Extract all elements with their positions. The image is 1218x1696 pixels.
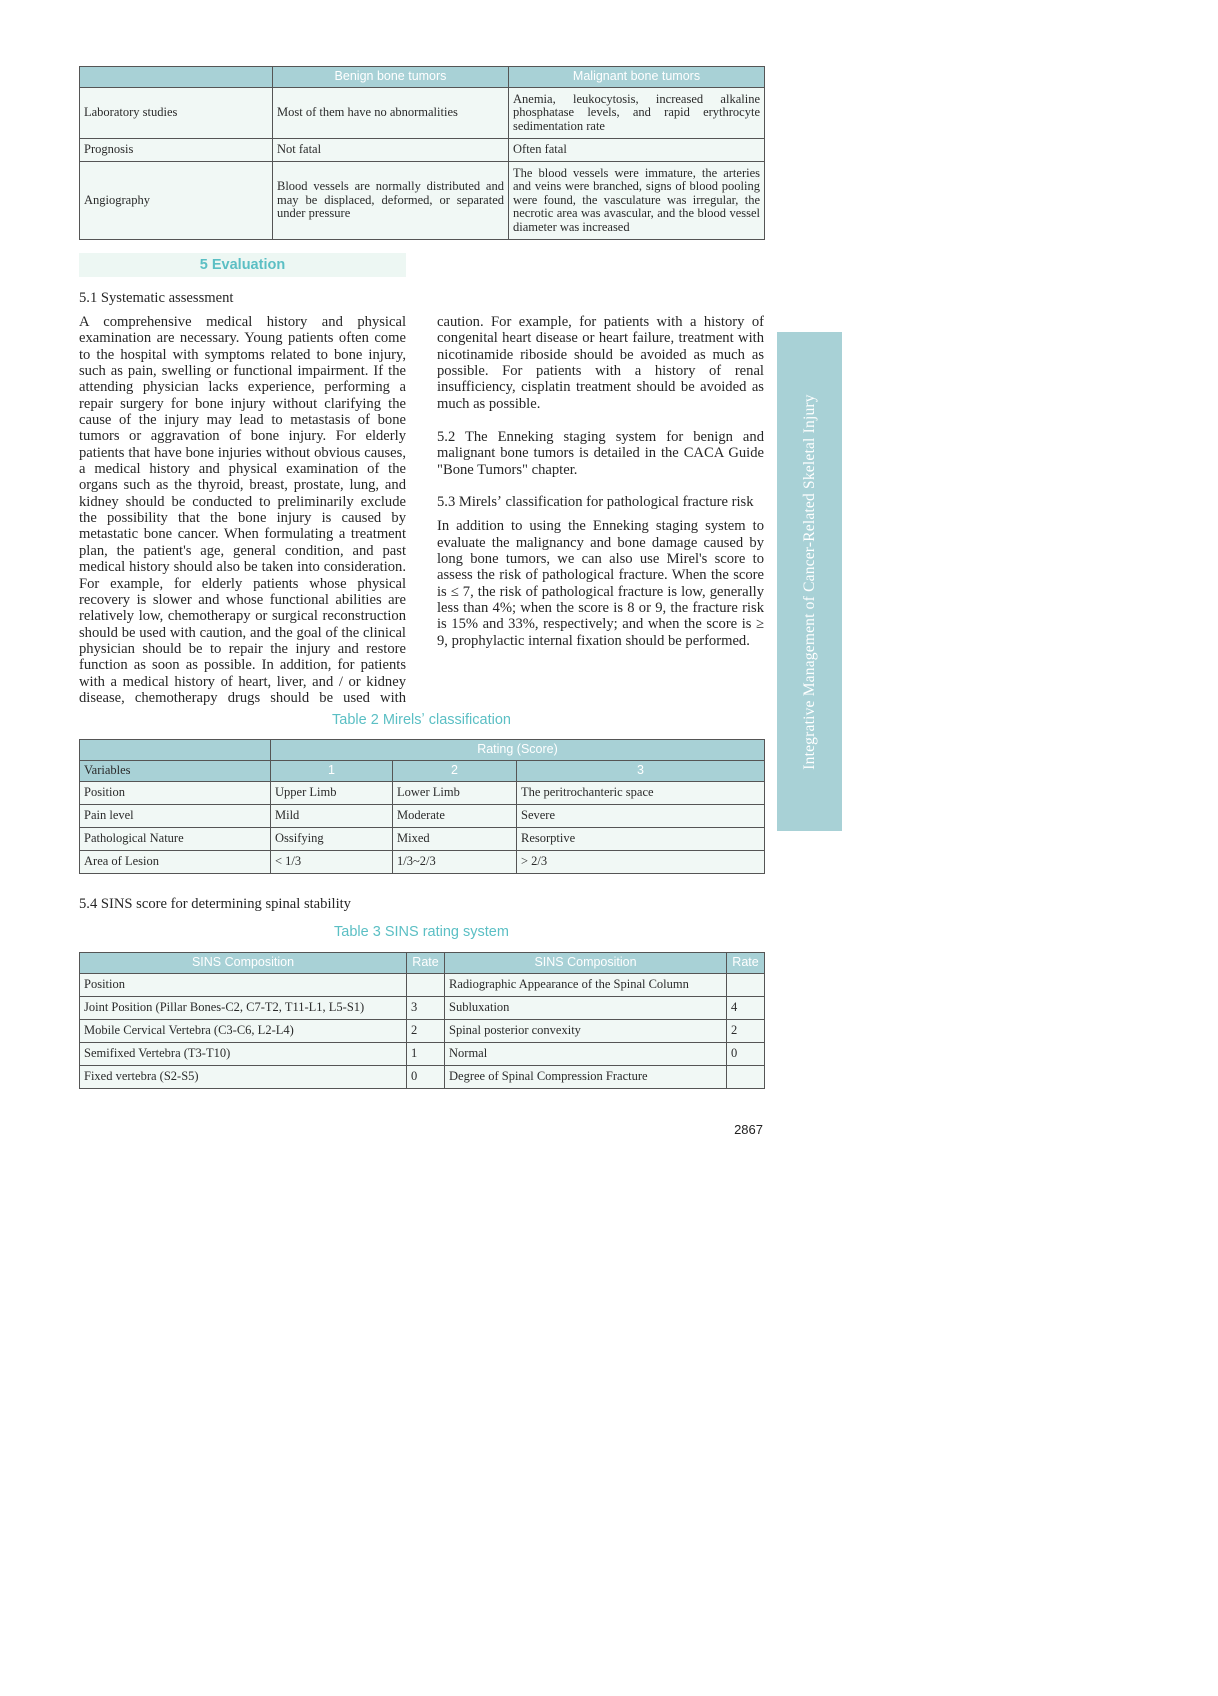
table-row	[80, 851, 765, 874]
composition-cell: Semifixed Vertebra (T3-T10)	[80, 1043, 407, 1066]
left-column	[79, 290, 406, 306]
benign-cell: Not fatal	[273, 139, 509, 162]
composition-cell: Subluxation	[445, 997, 727, 1020]
table-header-benign: Benign bone tumors	[273, 67, 509, 88]
page-number: 2867	[734, 1122, 763, 1137]
table-row	[80, 139, 765, 162]
rate-header: Rate	[727, 953, 765, 974]
table-row	[80, 1020, 765, 1043]
sins-composition-header: SINS Composition	[445, 953, 727, 974]
table-header-empty	[80, 67, 273, 88]
rate-cell: 4	[727, 997, 765, 1020]
score-2-cell: Lower Limb	[393, 782, 517, 805]
section-title: 5 Evaluation	[79, 253, 406, 277]
table-row	[80, 1043, 765, 1066]
composition-cell: Joint Position (Pillar Bones-C2, C7-T2, T11-L1, L5-S1)	[80, 997, 407, 1020]
mirels-table	[79, 739, 765, 874]
composition-cell: Radiographic Appearance of the Spinal Column	[445, 974, 727, 997]
composition-cell: Mobile Cervical Vertebra (C3-C6, L2-L4)	[80, 1020, 407, 1043]
rate-cell	[727, 1066, 765, 1089]
composition-cell: Normal	[445, 1043, 727, 1066]
table-row	[80, 828, 765, 851]
composition-cell: Fixed vertebra (S2-S5)	[80, 1066, 407, 1089]
variable-cell: Pain level	[80, 805, 271, 828]
paragraph-5-3: In addition to using the Enneking staging system to evaluate the malignancy and bone damage caused by long bone tumors, we can also use Mirel's score to assess the risk of pathological fracture. When the score is ≤ 7, the risk of pathological fracture is low, generally less than 4%; when the score is 8 or 9, the fracture risk is 15% and 33%, respectively; and when the score is ≥ 9, prophylactic internal fixation should be performed.	[437, 518, 764, 649]
score-3-cell: > 2/3	[517, 851, 765, 874]
rating-group-header: Rating (Score)	[271, 740, 765, 761]
table-row	[80, 997, 765, 1020]
table-row	[80, 1066, 765, 1089]
variable-cell: Area of Lesion	[80, 851, 271, 874]
score-3-cell: Resorptive	[517, 828, 765, 851]
subsection-heading-5-1: 5.1 Systematic assessment	[79, 290, 234, 306]
row-label: Angiography	[80, 162, 273, 240]
table-row	[80, 782, 765, 805]
malignant-cell: Often fatal	[509, 139, 765, 162]
composition-cell: Degree of Spinal Compression Fracture	[445, 1066, 727, 1089]
running-title: Integrative Management of Cancer-Related Skeletal Injury	[800, 393, 818, 770]
table-header-empty	[80, 740, 271, 761]
score-3-cell: The peritrochanteric space	[517, 782, 765, 805]
score-header-2: 2	[393, 761, 517, 782]
score-1-cell: < 1/3	[271, 851, 393, 874]
table-row	[80, 88, 765, 139]
table-row	[80, 974, 765, 997]
score-3-cell: Severe	[517, 805, 765, 828]
benign-cell: Most of them have no abnormalities	[273, 88, 509, 139]
table-header-malignant: Malignant bone tumors	[509, 67, 765, 88]
composition-cell: Position	[80, 974, 407, 997]
row-label: Prognosis	[80, 139, 273, 162]
variable-cell: Pathological Nature	[80, 828, 271, 851]
subsection-heading-5-4: 5.4 SINS score for determining spinal stability	[79, 896, 351, 912]
malignant-cell: Anemia, leukocytosis, increased alkaline phosphatase levels, and rapid erythrocyte sedimentation rate	[509, 88, 765, 139]
score-2-cell: Moderate	[393, 805, 517, 828]
score-1-cell: Ossifying	[271, 828, 393, 851]
score-1-cell: Mild	[271, 805, 393, 828]
score-1-cell: Upper Limb	[271, 782, 393, 805]
rate-cell: 3	[407, 997, 445, 1020]
table-2-caption: Table 2 Mirelsʼ classification	[332, 712, 511, 728]
rate-cell: 2	[727, 1020, 765, 1043]
paragraph-5-1: A comprehensive medical history and physical examination are necessary. Young patients often come to the hospital with symptoms related to bone injury, such as pain, swelling or functional impairment. If the attending physician lacks experience, performing a repair surgery for bone injury without clarifying the cause of the injury may lead to metastasis of bone tumors or aggravation of bone injury. For elderly patients that have bone injuries without obvious causes, a medical history and physical examination of the organs such as the thyroid, breast, prostate, lung, and kidney should be conducted to preliminarily exclude the possibility that the bone injury is caused by metastatic bone cancer. When formulating a treatment plan, the patient's age, general condition, and past medical history should also be taken into consideration. For example, for elderly patients whose physical recovery is slower and whose functional abilities are relatively low, chemotherapy or surgical reconstruction should be used with caution, and the goal of the clinical physician should be to repair the injury and restore function as soon as possible. In addition, for patients with a medical history of heart, liver, and / or kidney disease, chemotherapy drugs should be used with caution. For example, for patients with a history of congenital heart disease or heart failure, treatment with nicotinamide riboside should be avoided as much as possible. For patients with a history of renal insufficiency, cisplatin treatment should be avoided as much as possible.	[79, 314, 764, 706]
rate-cell: 0	[407, 1066, 445, 1089]
benign-cell: Blood vessels are normally distributed and may be displaced, deformed, or separated under pressure	[273, 162, 509, 240]
score-header-3: 3	[517, 761, 765, 782]
score-2-cell: 1/3~2/3	[393, 851, 517, 874]
rate-cell: 0	[727, 1043, 765, 1066]
subsection-heading-5-3: 5.3 Mirelsʼ classification for pathological fracture risk	[437, 494, 754, 511]
comparison-table	[79, 66, 765, 240]
table-row	[80, 805, 765, 828]
right-column	[437, 429, 764, 649]
table-3-caption: Table 3 SINS rating system	[334, 924, 509, 940]
table-row	[80, 162, 765, 240]
rate-cell: 1	[407, 1043, 445, 1066]
variables-header: Variables	[80, 761, 271, 782]
paragraph-5-2: 5.2 The Enneking staging system for benign and malignant bone tumors is detailed in the CACA Guide "Bone Tumors" chapter.	[437, 429, 764, 478]
variable-cell: Position	[80, 782, 271, 805]
score-header-1: 1	[271, 761, 393, 782]
rate-header: Rate	[407, 953, 445, 974]
sins-table	[79, 952, 765, 1089]
running-title-band	[777, 332, 842, 831]
rate-cell	[727, 974, 765, 997]
sins-composition-header: SINS Composition	[80, 953, 407, 974]
row-label: Laboratory studies	[80, 88, 273, 139]
score-2-cell: Mixed	[393, 828, 517, 851]
rate-cell: 2	[407, 1020, 445, 1043]
composition-cell: Spinal posterior convexity	[445, 1020, 727, 1043]
malignant-cell: The blood vessels were immature, the arteries and veins were branched, signs of blood pooling were found, the vasculature was irregular, the necrotic area was avascular, and the blood vessel diameter was increased	[509, 162, 765, 240]
rate-cell	[407, 974, 445, 997]
